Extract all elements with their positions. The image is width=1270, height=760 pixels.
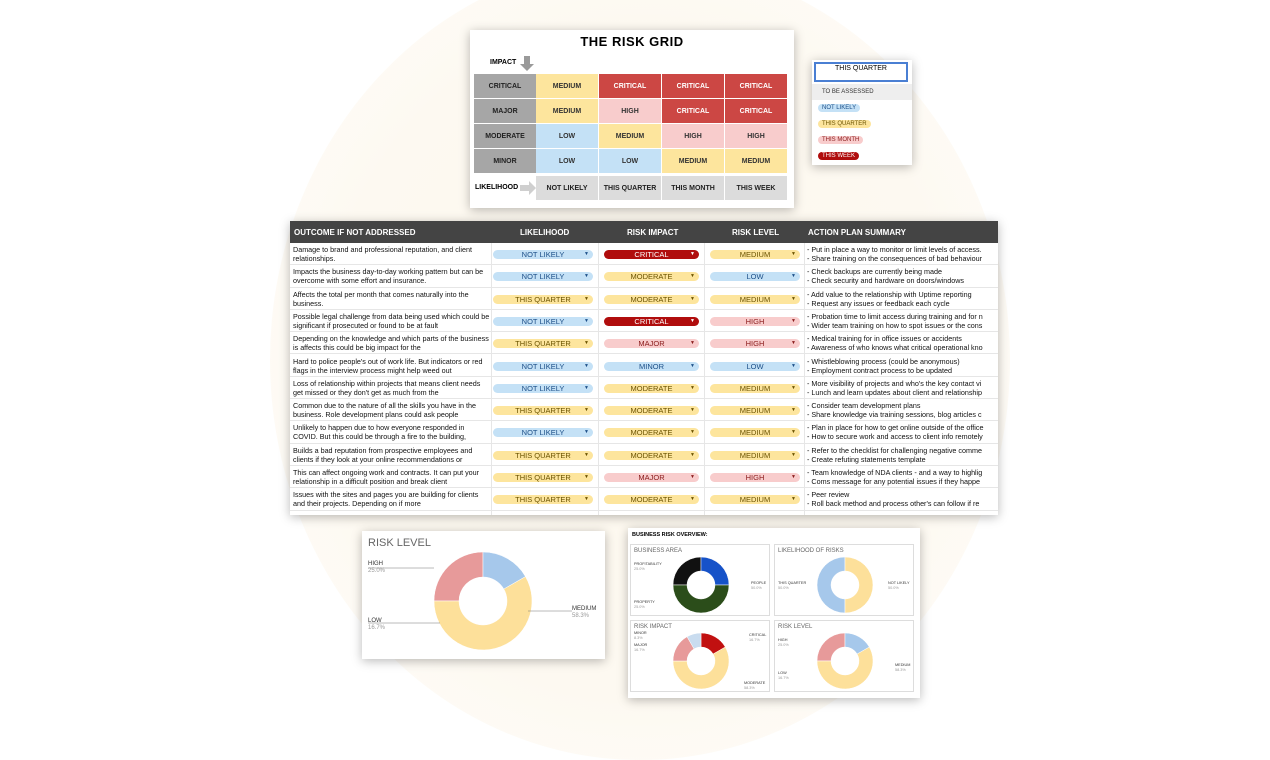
chip-label: NOT LIKELY bbox=[521, 383, 565, 393]
action-line: - Team knowledge of NDA clients - and a way to highlig bbox=[807, 468, 983, 477]
action-plan-cell bbox=[807, 267, 997, 286]
table-row bbox=[290, 310, 998, 332]
impact-major: MAJOR bbox=[474, 99, 536, 123]
action-line: - Awareness of who knows what critical operational kno bbox=[807, 343, 983, 353]
risk-impact-dropdown[interactable] bbox=[604, 384, 699, 393]
chip-label: THIS QUARTER bbox=[515, 473, 571, 482]
chip-label: HIGH bbox=[745, 316, 765, 326]
chip-label: THIS QUARTER bbox=[515, 339, 571, 349]
label-critical: CRITICAL 16.7% bbox=[749, 633, 767, 642]
chip-label: MODERATE bbox=[630, 294, 673, 304]
overview-title: BUSINESS RISK OVERVIEW: bbox=[632, 532, 708, 538]
chip-label: MEDIUM bbox=[739, 250, 771, 259]
likelihood-dropdown[interactable] bbox=[493, 495, 593, 504]
action-plan-cell bbox=[807, 423, 997, 442]
grid-cell: CRITICAL bbox=[599, 74, 661, 98]
label-moderate: MODERATE 58.3% bbox=[744, 681, 766, 690]
action-plan-cell bbox=[807, 401, 997, 420]
action-line: - Whistleblowing process (could be anonymous) bbox=[807, 356, 960, 366]
risk-level-dropdown[interactable] bbox=[710, 362, 800, 371]
risk-impact-dropdown[interactable] bbox=[604, 295, 699, 304]
caret-down-icon: ▼ bbox=[690, 451, 695, 458]
down-arrow-icon bbox=[520, 56, 534, 71]
caret-down-icon: ▼ bbox=[690, 340, 695, 347]
caret-down-icon: ▼ bbox=[584, 295, 589, 302]
risk-impact-dropdown[interactable] bbox=[604, 339, 699, 348]
action-plan-cell bbox=[807, 490, 997, 509]
table-row bbox=[290, 332, 998, 354]
action-line: - Medical training for in office issues or accidents bbox=[807, 334, 962, 344]
risk-level-dropdown[interactable] bbox=[710, 428, 800, 437]
likelihood-dropdown[interactable] bbox=[493, 428, 593, 437]
leader-lines bbox=[362, 531, 605, 659]
chip-label: MODERATE bbox=[630, 383, 673, 393]
caret-down-icon: ▼ bbox=[690, 407, 695, 414]
dropdown-option-this-week[interactable] bbox=[812, 148, 912, 164]
option-label: THIS WEEK bbox=[818, 152, 859, 160]
outcome-cell: Unlikely to happen due to how everyone responded in COVID. But this could be through a fire to the building, bbox=[293, 423, 466, 442]
likelihood-this-week: THIS WEEK bbox=[725, 176, 787, 200]
action-plan-cell bbox=[807, 290, 997, 309]
risk-level-dropdown[interactable] bbox=[710, 473, 800, 482]
risk-impact-donut bbox=[671, 631, 731, 691]
caret-down-icon: ▼ bbox=[791, 496, 796, 503]
outcome-cell: This can affect ongoing work and contracts. It can put your relationship in a difficult position and break client bbox=[293, 468, 480, 486]
caret-down-icon: ▼ bbox=[690, 251, 695, 257]
label-medium: MEDIUM 58.3% bbox=[572, 606, 597, 619]
grid-cell: CRITICAL bbox=[662, 99, 724, 123]
caret-down-icon: ▼ bbox=[791, 407, 796, 414]
caret-down-icon: ▼ bbox=[690, 295, 695, 302]
grid-cell: LOW bbox=[536, 149, 598, 173]
caret-down-icon: ▼ bbox=[791, 295, 796, 302]
caret-down-icon: ▼ bbox=[791, 251, 796, 257]
label-low: LOW 16.7% bbox=[778, 671, 789, 680]
action-line: - Refer to the checklist for challenging negative comme bbox=[807, 445, 982, 455]
chip-label: MEDIUM bbox=[739, 294, 771, 304]
caret-down-icon: ▼ bbox=[584, 317, 589, 324]
chip-label: LOW bbox=[746, 272, 764, 282]
option-label: THIS QUARTER bbox=[818, 120, 871, 128]
likelihood-donut bbox=[815, 555, 875, 615]
table-row bbox=[290, 444, 998, 466]
chip-label: NOT LIKELY bbox=[521, 272, 565, 282]
caret-down-icon: ▼ bbox=[791, 451, 796, 458]
action-line: - Share training on the consequences of bad behaviour bbox=[807, 254, 983, 263]
caret-down-icon: ▼ bbox=[791, 474, 796, 480]
chip-label: MEDIUM bbox=[739, 495, 771, 505]
likelihood-label: LIKELIHOOD bbox=[475, 184, 519, 191]
chip-label: MINOR bbox=[639, 361, 664, 371]
likelihood-chart bbox=[774, 544, 914, 616]
header-risk-impact: RISK IMPACT bbox=[627, 227, 679, 237]
risk-impact-dropdown[interactable] bbox=[604, 451, 699, 460]
chart-title: LIKELIHOOD OF RISKS bbox=[778, 548, 844, 554]
label-high: HIGH 25.0% bbox=[778, 638, 789, 647]
risk-grid-title: THE RISK GRID bbox=[580, 34, 684, 49]
risk-level-chart bbox=[362, 531, 605, 659]
caret-down-icon: ▼ bbox=[584, 496, 589, 503]
chip-label: MEDIUM bbox=[739, 383, 771, 393]
action-line: - More visibility of projects and who's the key contact vi bbox=[807, 378, 982, 388]
chip-label: NOT LIKELY bbox=[521, 428, 565, 438]
risk-impact-dropdown[interactable] bbox=[604, 495, 699, 504]
caret-down-icon: ▼ bbox=[584, 362, 589, 369]
likelihood-dropdown[interactable] bbox=[812, 60, 912, 165]
action-line: - Request any issues or feedback each cycle bbox=[807, 298, 950, 308]
grid-cell: LOW bbox=[599, 149, 661, 173]
likelihood-dropdown[interactable] bbox=[493, 473, 593, 482]
table-row bbox=[290, 355, 998, 377]
likelihood-dropdown[interactable] bbox=[493, 406, 593, 415]
chip-label: NOT LIKELY bbox=[521, 361, 565, 371]
grid-cell: HIGH bbox=[599, 99, 661, 123]
column-divider bbox=[804, 243, 805, 515]
option-label: TO BE ASSESSED bbox=[822, 89, 874, 95]
header-outcome: OUTCOME IF NOT ADDRESSED bbox=[294, 227, 416, 237]
impact-critical: CRITICAL bbox=[474, 74, 536, 98]
label-people: PEOPLE 50.0% bbox=[751, 581, 767, 590]
label-low: LOW 16.7% bbox=[368, 618, 386, 631]
risk-impact-dropdown[interactable] bbox=[604, 250, 699, 259]
table-row bbox=[290, 421, 998, 443]
dropdown-options bbox=[812, 84, 912, 164]
likelihood-dropdown[interactable] bbox=[493, 451, 593, 460]
chip-label: NOT LIKELY bbox=[521, 316, 565, 326]
action-line: - Create refuting statements template bbox=[807, 454, 926, 464]
chip-label: MEDIUM bbox=[739, 428, 771, 438]
likelihood-this-month: THIS MONTH bbox=[662, 176, 724, 200]
chip-label: THIS QUARTER bbox=[515, 294, 571, 304]
chart-title: BUSINESS AREA bbox=[634, 548, 683, 554]
option-label: NOT LIKELY bbox=[818, 104, 860, 112]
grid-cell: MEDIUM bbox=[599, 124, 661, 148]
table-row bbox=[290, 243, 998, 265]
grid-cell: CRITICAL bbox=[662, 74, 724, 98]
chip-label: MODERATE bbox=[630, 495, 673, 505]
chip-label: MAJOR bbox=[638, 339, 665, 349]
slice-not-likely bbox=[845, 557, 873, 613]
table-row bbox=[290, 265, 998, 287]
risk-level-dropdown[interactable] bbox=[710, 451, 800, 460]
risk-impact-dropdown[interactable] bbox=[604, 362, 699, 371]
outcome-cell: Damage to brand and professional reputation, and client relationships. bbox=[293, 245, 473, 263]
caret-down-icon: ▼ bbox=[690, 362, 695, 369]
likelihood-dropdown[interactable] bbox=[493, 317, 593, 326]
caret-down-icon: ▼ bbox=[690, 474, 695, 480]
risk-impact-dropdown[interactable] bbox=[604, 272, 699, 281]
risk-table bbox=[290, 221, 998, 515]
risk-level-dropdown[interactable] bbox=[710, 384, 800, 393]
label-not-likely: NOT LIKELY 50.0% bbox=[888, 581, 910, 590]
caret-down-icon: ▼ bbox=[584, 474, 589, 480]
risk-impact-chart bbox=[630, 620, 770, 692]
label-this-quarter: THIS QUARTER 50.0% bbox=[778, 581, 807, 590]
dropdown-option-not-likely[interactable] bbox=[812, 100, 912, 116]
caret-down-icon: ▼ bbox=[584, 251, 589, 257]
caret-down-icon: ▼ bbox=[690, 317, 695, 324]
action-line: - Roll back method and process other's can follow if re bbox=[807, 499, 980, 509]
action-line: - Consider team development plans bbox=[807, 401, 921, 411]
caret-down-icon: ▼ bbox=[690, 496, 695, 503]
label-property: PROPERTY 25.0% bbox=[634, 600, 655, 609]
grid-cell: HIGH bbox=[662, 124, 724, 148]
label-major: MAJOR 16.7% bbox=[634, 643, 648, 652]
business-area-donut bbox=[671, 555, 731, 615]
risk-level-dropdown[interactable] bbox=[710, 406, 800, 415]
outcome-cell: Issues with the sites and pages you are building for clients and their projects. Depending on if more bbox=[293, 490, 479, 509]
likelihood-not-likely: NOT LIKELY bbox=[536, 176, 598, 200]
action-line: - How to secure work and access to client info remotely bbox=[807, 432, 983, 442]
impact-label: IMPACT bbox=[490, 59, 517, 66]
grid-cell: LOW bbox=[536, 124, 598, 148]
outcome-cell: Depending on the knowledge and which parts of the business is affects this could be big impact for the bbox=[293, 334, 489, 353]
action-line: - Coms message for any potential issues if they happe bbox=[807, 477, 980, 486]
outcome-cell: Impacts the business day-to-day working pattern but can be overcome with some effort and insurance. bbox=[293, 267, 484, 286]
action-line: - Wider team training on how to spot issues or the cons bbox=[807, 320, 983, 330]
caret-down-icon: ▼ bbox=[791, 429, 796, 436]
dropdown-option-this-quarter[interactable] bbox=[812, 116, 912, 132]
chip-label: MAJOR bbox=[638, 473, 665, 482]
action-plan-cell bbox=[807, 468, 997, 487]
risk-impact-dropdown[interactable] bbox=[604, 428, 699, 437]
risk-level-dropdown[interactable] bbox=[710, 295, 800, 304]
caret-down-icon: ▼ bbox=[791, 362, 796, 369]
chip-label: MODERATE bbox=[630, 428, 673, 438]
chip-label: CRITICAL bbox=[634, 250, 669, 259]
business-area-chart bbox=[630, 544, 770, 616]
chip-label: MEDIUM bbox=[739, 450, 771, 460]
label-profitability: PROFITABILITY 25.0% bbox=[634, 562, 662, 571]
slice-property bbox=[701, 557, 729, 585]
caret-down-icon: ▼ bbox=[791, 317, 796, 324]
action-line: - Peer review bbox=[807, 490, 850, 500]
likelihood-this-quarter: THIS QUARTER bbox=[599, 176, 661, 200]
likelihood-dropdown[interactable] bbox=[493, 384, 593, 393]
outcome-cell: Hard to police people's out of work life. But indicators or red flags in the interview process might help weed out bbox=[293, 356, 483, 375]
action-line: - Plan in place for how to get online outside of the office bbox=[807, 423, 984, 433]
chip-label: MODERATE bbox=[630, 406, 673, 416]
caret-down-icon: ▼ bbox=[584, 451, 589, 458]
column-divider bbox=[704, 243, 705, 515]
outcome-cell: Common due to the nature of all the skills you have in the business. Role development plans could ask people bbox=[293, 401, 476, 420]
risk-grid-card bbox=[470, 30, 794, 208]
dropdown-option-to-be-assessed[interactable] bbox=[812, 84, 912, 100]
caret-down-icon: ▼ bbox=[791, 340, 796, 347]
grid-cell: MEDIUM bbox=[725, 149, 787, 173]
risk-impact-dropdown[interactable] bbox=[604, 473, 699, 482]
likelihood-dropdown[interactable] bbox=[493, 295, 593, 304]
risk-level-dropdown[interactable] bbox=[710, 339, 800, 348]
dropdown-input[interactable]: THIS QUARTER bbox=[814, 62, 908, 82]
risk-level-small-donut bbox=[815, 631, 875, 691]
action-line: - Share knowledge via training sessions, blog articles c bbox=[807, 410, 982, 420]
table-row bbox=[290, 288, 998, 310]
slice-this-quarter bbox=[817, 557, 845, 613]
chart-title: RISK LEVEL bbox=[368, 537, 431, 549]
chip-label: CRITICAL bbox=[634, 316, 669, 326]
slice-people bbox=[673, 585, 729, 613]
table-row bbox=[290, 488, 998, 510]
action-line: - Check backups are currently being made bbox=[807, 267, 943, 277]
risk-impact-dropdown[interactable] bbox=[604, 406, 699, 415]
action-line: - Lunch and learn updates about client and relationship bbox=[807, 387, 983, 397]
outcome-cell: Affects the total per month that comes naturally into the business. bbox=[293, 289, 469, 308]
risk-impact-dropdown[interactable] bbox=[604, 317, 699, 326]
label-high: HIGH 25.0% bbox=[368, 561, 386, 574]
chip-label: HIGH bbox=[745, 339, 765, 349]
header-action-plan: ACTION PLAN SUMMARY bbox=[808, 227, 906, 237]
label-minor: MINOR 8.3% bbox=[634, 631, 647, 640]
chip-label: THIS QUARTER bbox=[515, 450, 571, 460]
table-header bbox=[290, 221, 998, 243]
table-row bbox=[290, 399, 998, 421]
business-risk-overview bbox=[628, 528, 920, 698]
outcome-cell: Builds a bad reputation from prospective employees and clients if they look at your online recommendations or bbox=[293, 445, 473, 464]
action-plan-cell bbox=[807, 312, 997, 331]
action-line: - Employment contract process to be updated bbox=[807, 365, 953, 375]
caret-down-icon: ▼ bbox=[584, 407, 589, 414]
column-divider bbox=[491, 243, 492, 515]
outcome-cell: Loss of relationship within projects that means client needs get missed or they don't get as much from the bbox=[293, 378, 481, 397]
grid-cell: MEDIUM bbox=[662, 149, 724, 173]
caret-down-icon: ▼ bbox=[584, 384, 589, 391]
action-line: - Put in place a way to monitor or limit levels of access. bbox=[807, 245, 982, 254]
caret-down-icon: ▼ bbox=[791, 273, 796, 280]
outcome-cell: Possible legal challenge from data being used which could be significant if prosecuted or found to be at fault bbox=[293, 311, 490, 330]
likelihood-dropdown[interactable] bbox=[493, 272, 593, 281]
chip-label: THIS QUARTER bbox=[515, 495, 571, 505]
risk-level-small-chart bbox=[774, 620, 914, 692]
slice-high bbox=[817, 633, 845, 661]
action-plan-cell bbox=[807, 334, 997, 353]
risk-level-dropdown[interactable] bbox=[710, 250, 800, 259]
header-likelihood: LIKELIHOOD bbox=[520, 227, 570, 237]
grid-cell: HIGH bbox=[725, 124, 787, 148]
grid-cell: MEDIUM bbox=[536, 74, 598, 98]
action-plan-cell bbox=[807, 446, 997, 465]
action-line: - Probation time to limit access during training and for n bbox=[807, 311, 983, 321]
chip-label: THIS QUARTER bbox=[515, 406, 571, 416]
table-row bbox=[290, 466, 998, 488]
likelihood-dropdown[interactable] bbox=[493, 362, 593, 371]
chip-label: MODERATE bbox=[630, 450, 673, 460]
impact-moderate: MODERATE bbox=[474, 124, 536, 148]
caret-down-icon: ▼ bbox=[584, 273, 589, 280]
chip-label: HIGH bbox=[745, 473, 765, 482]
risk-level-dropdown[interactable] bbox=[710, 317, 800, 326]
caret-down-icon: ▼ bbox=[690, 273, 695, 280]
chip-label: NOT LIKELY bbox=[521, 250, 565, 259]
impact-minor: MINOR bbox=[474, 149, 536, 173]
caret-down-icon: ▼ bbox=[584, 340, 589, 347]
dropdown-option-this-month[interactable] bbox=[812, 132, 912, 148]
likelihood-dropdown[interactable] bbox=[493, 339, 593, 348]
chart-title: RISK IMPACT bbox=[634, 624, 672, 630]
caret-down-icon: ▼ bbox=[584, 429, 589, 436]
right-arrow-icon bbox=[520, 181, 536, 195]
action-plan-cell bbox=[807, 357, 997, 376]
action-plan-cell bbox=[807, 245, 997, 264]
action-plan-cell bbox=[807, 379, 997, 398]
chip-label: LOW bbox=[746, 361, 764, 371]
risk-level-dropdown[interactable] bbox=[710, 495, 800, 504]
grid-cell: MEDIUM bbox=[536, 99, 598, 123]
caret-down-icon: ▼ bbox=[690, 429, 695, 436]
chart-title: RISK LEVEL bbox=[778, 624, 813, 630]
slice-profitability bbox=[673, 557, 701, 585]
label-medium: MEDIUM 58.3% bbox=[895, 663, 911, 672]
likelihood-dropdown[interactable] bbox=[493, 250, 593, 259]
action-line: - Add value to the relationship with Uptime reporting bbox=[807, 289, 972, 299]
column-divider bbox=[598, 243, 599, 515]
grid-cell: CRITICAL bbox=[725, 74, 787, 98]
chip-label: MODERATE bbox=[630, 272, 673, 282]
risk-level-dropdown[interactable] bbox=[710, 272, 800, 281]
caret-down-icon: ▼ bbox=[690, 384, 695, 391]
grid-cell: CRITICAL bbox=[725, 99, 787, 123]
header-risk-level: RISK LEVEL bbox=[732, 227, 780, 237]
chip-label: MEDIUM bbox=[739, 406, 771, 416]
table-row bbox=[290, 377, 998, 399]
action-line: - Check security and hardware on doors/windows bbox=[807, 276, 965, 286]
caret-down-icon: ▼ bbox=[791, 384, 796, 391]
option-label: THIS MONTH bbox=[818, 136, 863, 144]
